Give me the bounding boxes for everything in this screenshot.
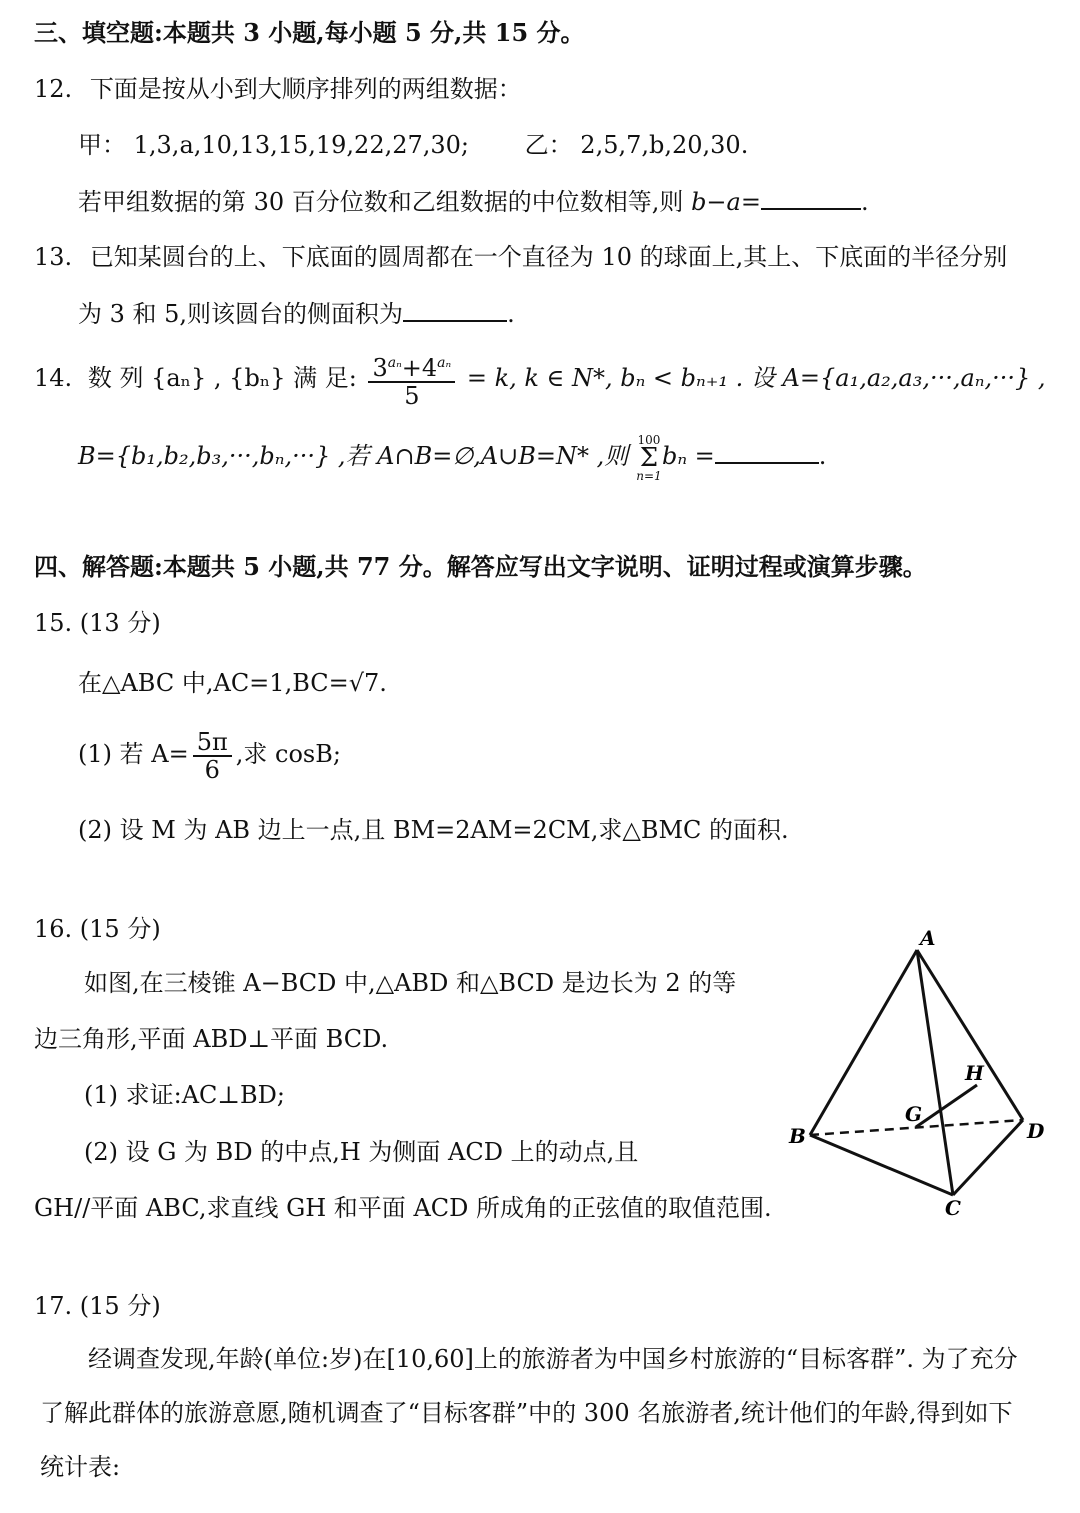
edge-ac <box>917 950 953 1195</box>
edge-cd <box>953 1120 1023 1195</box>
q13-line-2 <box>78 298 515 329</box>
q12-jia-data: 1,3,a,10,13,15,19,22,27,30; <box>133 131 470 159</box>
q14-num-base-3: 3 <box>372 354 388 382</box>
edge-bc <box>810 1135 953 1195</box>
label-a: A <box>920 926 936 950</box>
q12-jia-label: 甲： <box>78 131 126 159</box>
q14-answer-blank[interactable] <box>715 440 819 464</box>
q14-lead: 数 列 {aₙ} , {bₙ} 满 足: <box>87 364 357 392</box>
label-c: C <box>945 1196 961 1220</box>
q15-angle-fraction <box>193 729 232 783</box>
q12-answer-blank[interactable] <box>761 186 861 210</box>
label-g: G <box>905 1102 923 1126</box>
q16-line-2: 边三角形,平面 ABD⊥平面 BCD. <box>34 1025 389 1053</box>
q14-sum-term: bₙ = <box>661 442 715 470</box>
q14-num-exp-2: aₙ <box>437 355 452 371</box>
q12-question-end: . <box>860 188 869 216</box>
q15-angle-numerator: 5π <box>193 729 232 757</box>
tetrahedron-figure <box>785 925 1055 1225</box>
q17-line-2: 了解此群体的旅游意愿,随机调查了“目标客群”中的 300 名旅游者,统计他们的年龄,得到如下 <box>40 1399 1013 1427</box>
q12-yi-label: 乙： <box>524 131 573 159</box>
q14-condition: = k, k ∈ N*, bₙ < bₙ₊₁ . 设 A={a₁,a₂,a₃,···,aₙ,···} , <box>466 364 1046 392</box>
q14-fraction-numerator <box>368 350 455 383</box>
q14-line-2 <box>78 432 826 484</box>
q14-number: 14. <box>34 364 73 392</box>
edge-ad <box>917 950 1023 1120</box>
q13-line-1 <box>34 242 1007 272</box>
q16-part-2-line-2: GH//平面 ABC,求直线 GH 和平面 ACD 所成角的正弦值的取值范围. <box>34 1194 772 1222</box>
q17-line-3: 统计表: <box>40 1453 121 1481</box>
q13-answer-blank[interactable] <box>403 298 507 322</box>
q12-question: 若甲组数据的第 30 百分位数和乙组数据的中位数相等,则 <box>78 188 692 216</box>
label-d: D <box>1027 1119 1045 1143</box>
q12-number: 12. <box>34 75 73 103</box>
q15-part-2: (2) 设 M 为 AB 边上一点,且 BM=2AM=2CM,求△BMC 的面积. <box>78 816 789 844</box>
q14-num-exp-1: aₙ <box>387 355 402 371</box>
q17-header: 17. (15 分) <box>34 1292 161 1320</box>
label-h: H <box>965 1061 984 1085</box>
q15-header: 15. (13 分) <box>34 609 161 637</box>
q16-header: 16. (15 分) <box>34 915 161 943</box>
label-b: B <box>789 1124 806 1148</box>
q14-sets: B={b₁,b₂,b₃,···,bₙ,···} ,若 A∩B=∅,A∪B=N* ,则 <box>78 442 629 470</box>
q12-data-line <box>78 130 748 160</box>
section-4-heading: 四、解答题:本题共 5 小题,共 77 分。解答应写出文字说明、证明过程或演算步骤。 <box>34 552 927 581</box>
q13-number: 13. <box>34 243 73 271</box>
q14-num-plus-4: +4 <box>401 354 438 382</box>
q14-line-1 <box>34 348 1046 418</box>
q16-part-1: (1) 求证:AC⊥BD; <box>84 1081 285 1109</box>
q15-p1-pre: (1) 若 A= <box>78 740 189 768</box>
q14-end: . <box>818 442 827 470</box>
section-3-heading: 三、填空题:本题共 3 小题,每小题 5 分,共 15 分。 <box>34 18 585 47</box>
q13-text-2: 为 3 和 5,则该圆台的侧面积为 <box>78 300 404 328</box>
q14-fraction-denominator: 5 <box>404 382 420 410</box>
q15-p1-post: ,求 cosB; <box>235 740 341 768</box>
q17-line-1: 经调查发现,年龄(单位:岁)在[10,60]上的旅游者为中国乡村旅游的“目标客群”. 为了充分 <box>88 1345 1018 1373</box>
q16-part-2-line-1: (2) 设 G 为 BD 的中点,H 为侧面 ACD 上的动点,且 <box>84 1138 639 1166</box>
q12-stem: 下面是按从小到大顺序排列的两组数据： <box>89 75 522 103</box>
q13-text-1: 已知某圆台的上、下底面的圆周都在一个直径为 10 的球面上,其上、下底面的半径分别 <box>89 243 1008 271</box>
q14-sum-lower: n=1 <box>636 468 662 483</box>
q14-summation <box>636 434 662 482</box>
q14-fraction <box>368 350 455 409</box>
q14-sum-upper: 100 <box>637 432 661 447</box>
q14-sum-sigma: Σ <box>639 442 659 473</box>
edge-ab <box>810 950 917 1135</box>
q15-angle-denominator: 6 <box>204 755 220 784</box>
q12-question-expr: b−a= <box>691 188 761 216</box>
q12-stem-line <box>34 74 522 104</box>
q12-yi-data: 2,5,7,b,20,30. <box>580 131 749 159</box>
q15-given: 在△ABC 中,AC=1,BC=√7. <box>78 669 387 697</box>
q13-end: . <box>507 300 515 328</box>
segment-gh <box>916 1085 977 1127</box>
q15-part-1 <box>78 726 341 783</box>
q12-question-line <box>78 186 869 217</box>
q16-line-1: 如图,在三棱锥 A−BCD 中,△ABD 和△BCD 是边长为 2 的等 <box>84 969 737 997</box>
